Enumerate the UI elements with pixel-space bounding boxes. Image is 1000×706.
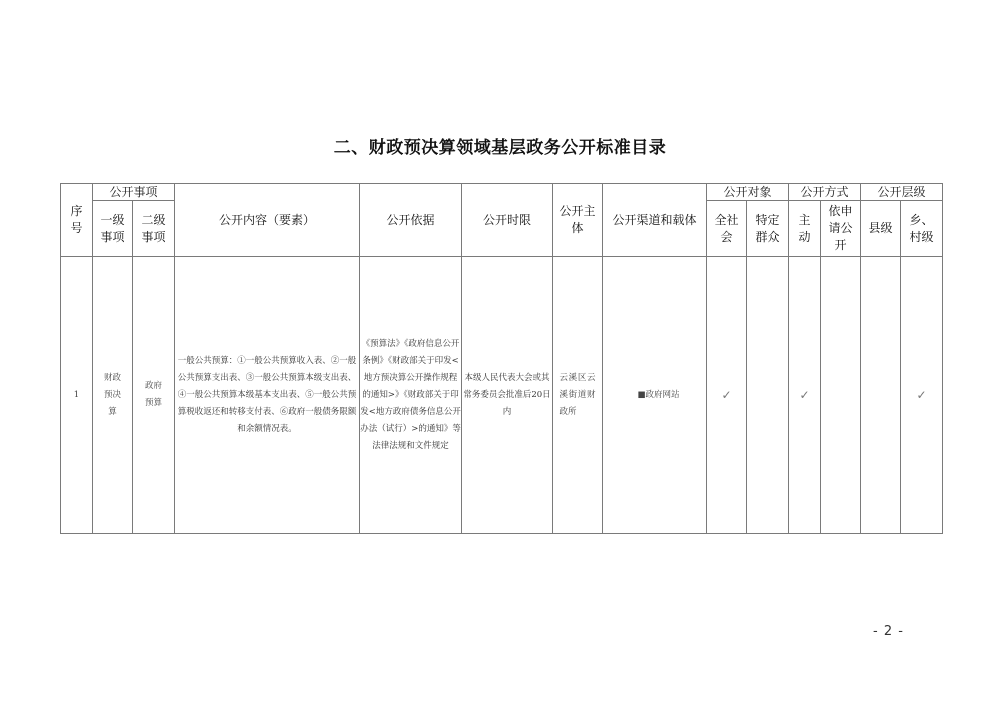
row-basis: 《预算法》《政府信息公开条例》《财政部关于印发<地方预决算公开操作规程的通知>》《财政部关于印发<地方政府债务信息公开办法（试行）>的通知》等法律法规和文件规定 <box>360 257 462 534</box>
row-audience-specific-check <box>747 257 789 534</box>
row-method-active-check: ✓ <box>789 257 821 534</box>
header-audience: 公开对象 <box>707 184 789 201</box>
header-audience-all: 全社会 <box>707 201 747 257</box>
table-row <box>61 257 943 534</box>
header-seq: 序号 <box>61 184 93 257</box>
header-level-town: 乡、村级 <box>901 201 943 257</box>
header-time-limit: 公开时限 <box>462 184 553 257</box>
header-method: 公开方式 <box>789 184 861 201</box>
header-method-request: 依申请公开 <box>821 201 861 257</box>
header-channel: 公开渠道和载体 <box>603 184 707 257</box>
row-audience-all-check: ✓ <box>707 257 747 534</box>
header-level-county: 县级 <box>861 201 901 257</box>
page-number: - 2 - <box>873 624 904 639</box>
header-level: 公开层级 <box>861 184 943 201</box>
catalog-table <box>60 183 943 534</box>
header-public-items: 公开事项 <box>93 184 175 201</box>
header-method-active: 主动 <box>789 201 821 257</box>
header-audience-specific: 特定群众 <box>747 201 789 257</box>
row-content: 一般公共预算：①一般公共预算收入表、②一般公共预算支出表、③一般公共预算本级支出表、④一般公共预算本级基本支出表、⑤一般公共预算税收返还和转移支付表、⑥政府一般债务限额和余额情况表。 <box>175 257 360 534</box>
header-row-1 <box>61 184 943 201</box>
row-level1: 财政预决算 <box>93 257 133 534</box>
row-seq: 1 <box>61 257 93 534</box>
row-level-town-check: ✓ <box>901 257 943 534</box>
header-subject: 公开主体 <box>553 184 603 257</box>
row-level-county-check <box>861 257 901 534</box>
row-level2: 政府预算 <box>133 257 175 534</box>
row-subject: 云溪区云溪街道财政所 <box>553 257 603 534</box>
page-title: 二、财政预决算领域基层政务公开标准目录 <box>333 138 667 158</box>
row-time-limit: 本级人民代表大会或其常务委员会批准后20日内 <box>462 257 553 534</box>
header-basis: 公开依据 <box>360 184 462 257</box>
header-content: 公开内容（要素） <box>175 184 360 257</box>
row-method-request-check <box>821 257 861 534</box>
row-channel: ■政府网站 <box>603 257 707 534</box>
header-level1: 一级事项 <box>93 201 133 257</box>
header-level2: 二级事项 <box>133 201 175 257</box>
